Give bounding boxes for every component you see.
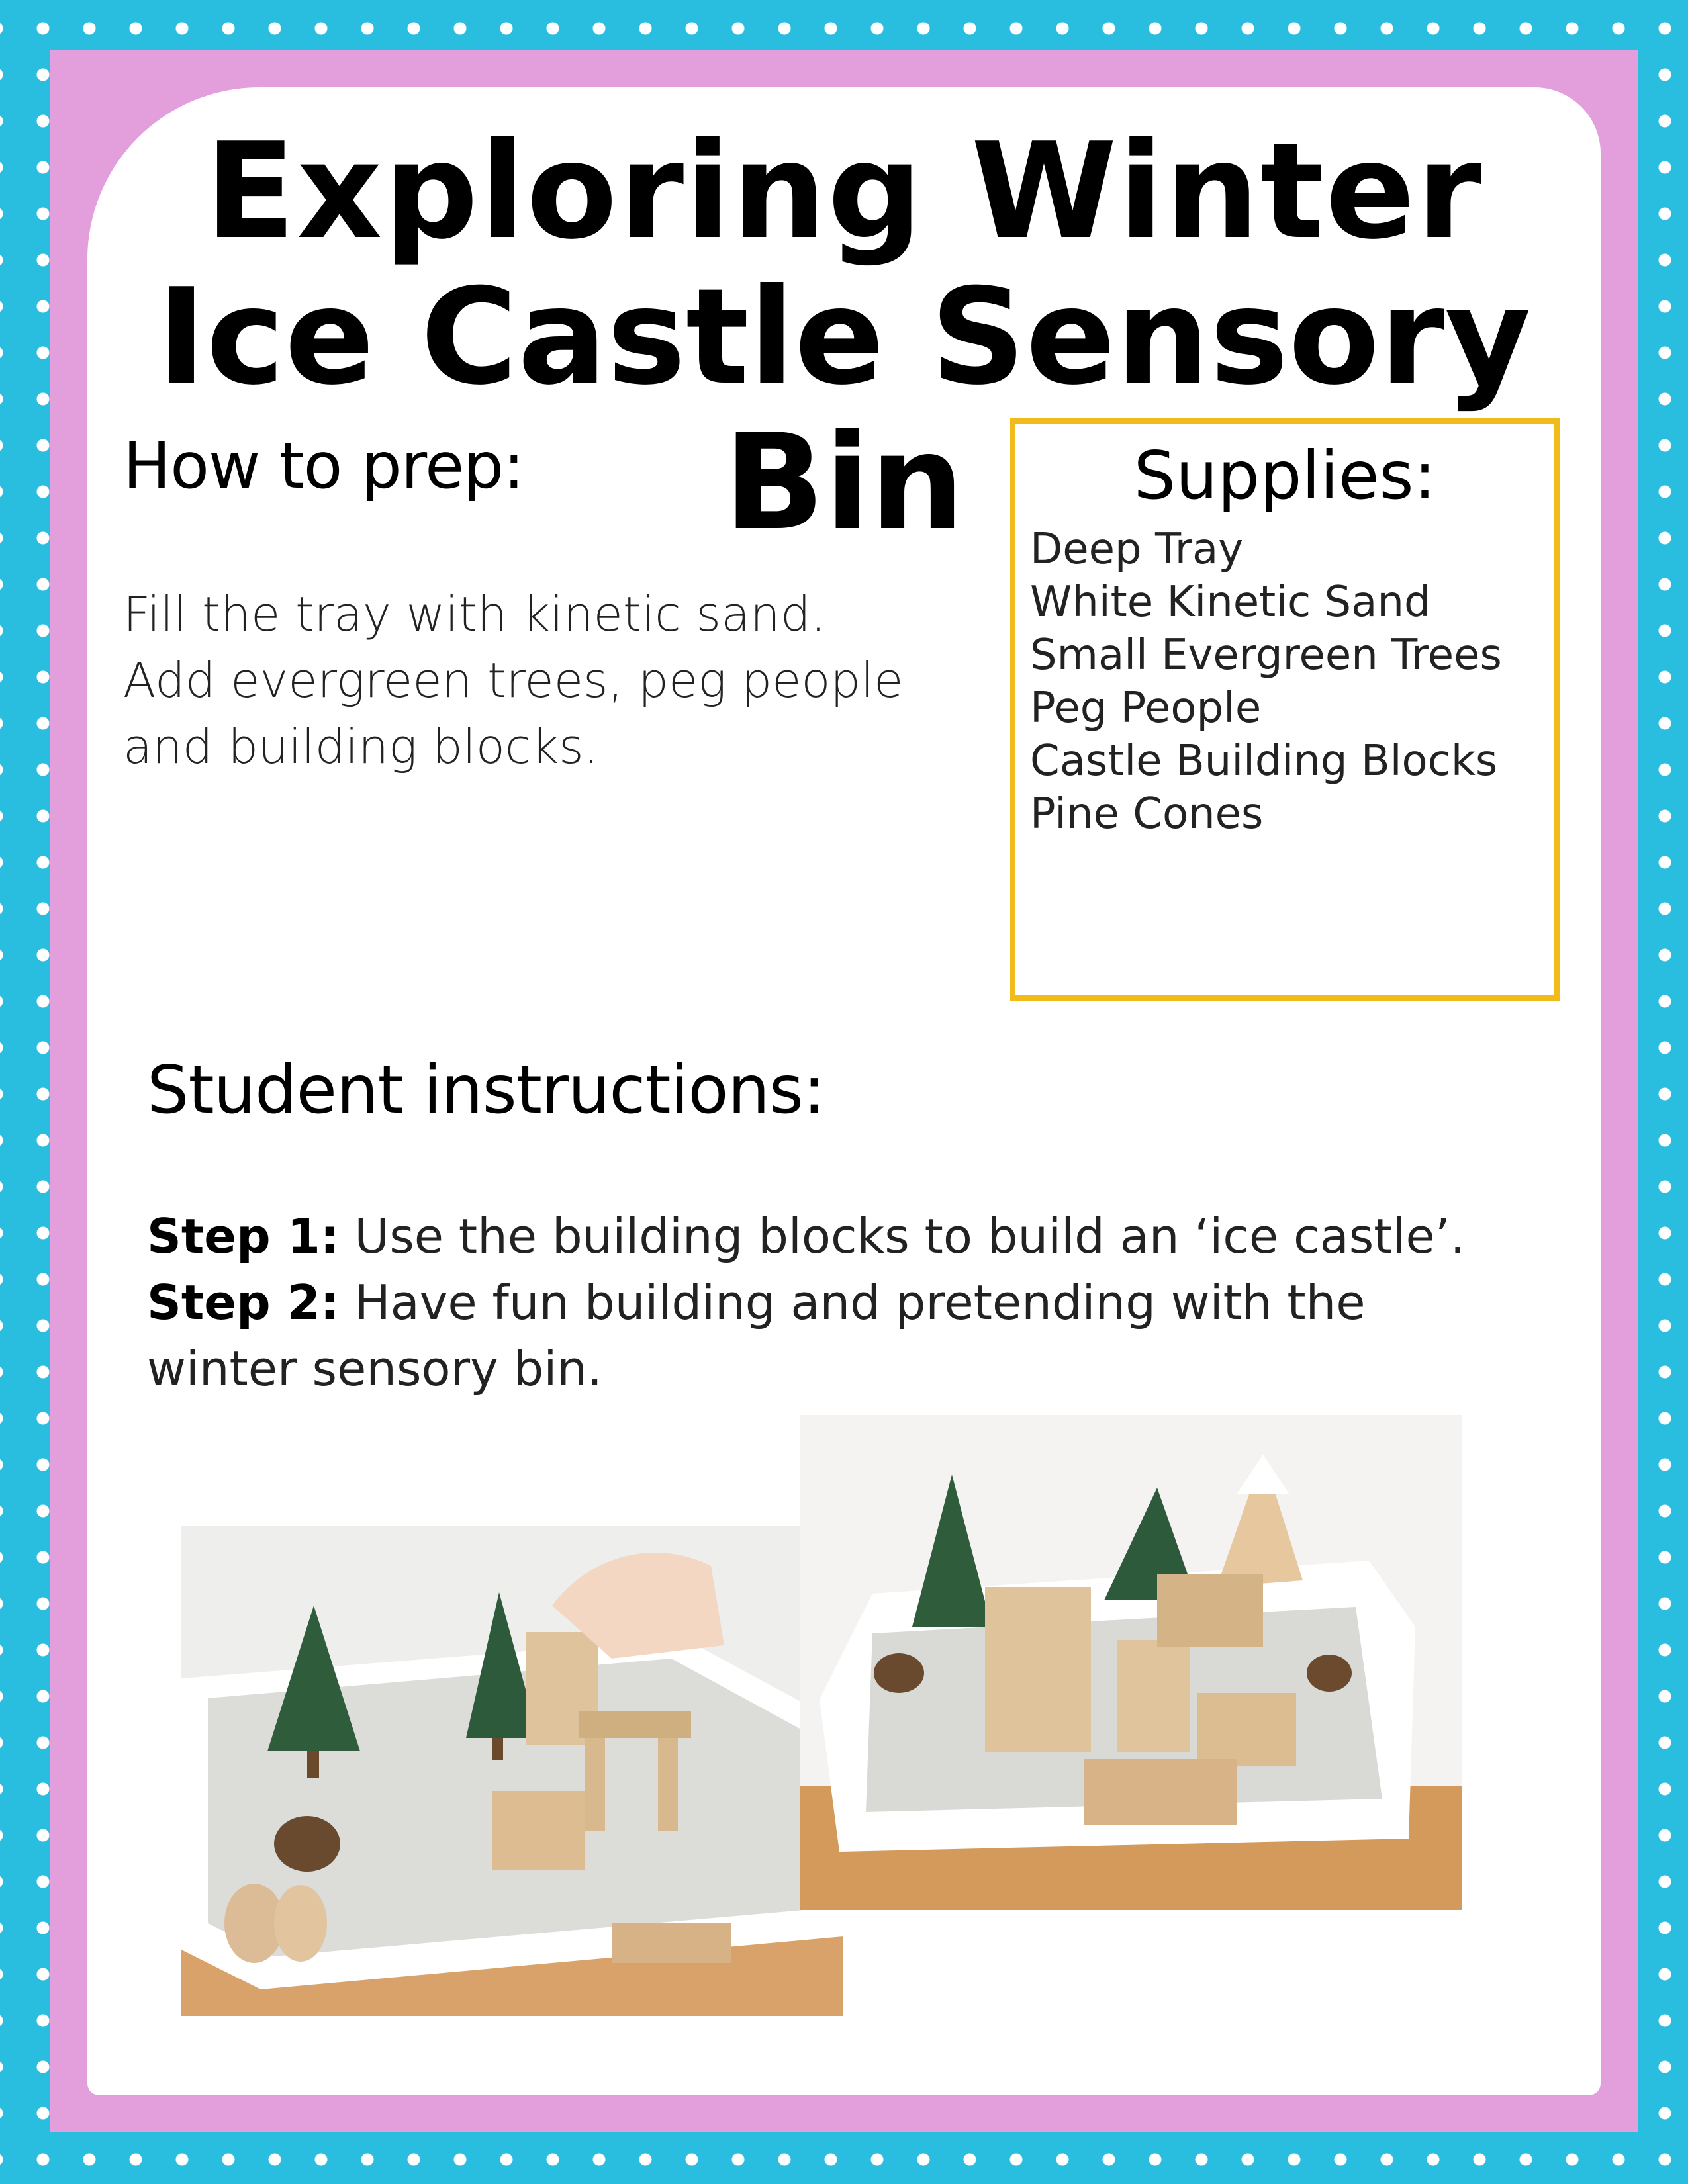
prep-line: and building blocks. [123,719,599,774]
prep-heading: How to prep: [123,429,524,503]
supply-item: White Kinetic Sand [1030,578,1431,627]
supplies-box [1010,418,1560,1001]
step-2-label: Step 2: [147,1275,340,1330]
prep-line: Add evergreen trees, peg people [123,653,904,708]
prep-text [123,581,984,780]
instructions-heading: Student instructions: [147,1051,825,1128]
step-1-text: Use the building blocks to build an ‘ice castle’. [339,1208,1466,1264]
page-title-line-2: Ice Castle Sensory Bin [157,260,1531,560]
supply-item: Castle Building Blocks [1030,737,1498,786]
prep-line: Fill the tray with kinetic sand. [123,586,826,642]
supply-item: Deep Tray [1030,525,1244,574]
supply-item: Peg People [1030,684,1262,733]
step-2-text: Have fun building and pretending with the winter sensory bin. [147,1275,1366,1396]
step-1-label: Step 1: [147,1208,340,1264]
sensory-bin-illustration-1 [181,1526,843,2016]
supply-item: Small Evergreen Trees [1030,631,1502,680]
supplies-list [1030,523,1502,841]
supplies-heading: Supplies: [1133,437,1436,514]
supply-item: Pine Cones [1030,790,1264,839]
sensory-bin-photo-2 [800,1415,1462,1910]
instructions-text [147,1203,1504,1402]
page-title-line-1: Exploring Winter [205,114,1483,269]
sensory-bin-photo-1 [181,1526,843,2016]
sensory-bin-illustration-2 [800,1415,1462,1910]
